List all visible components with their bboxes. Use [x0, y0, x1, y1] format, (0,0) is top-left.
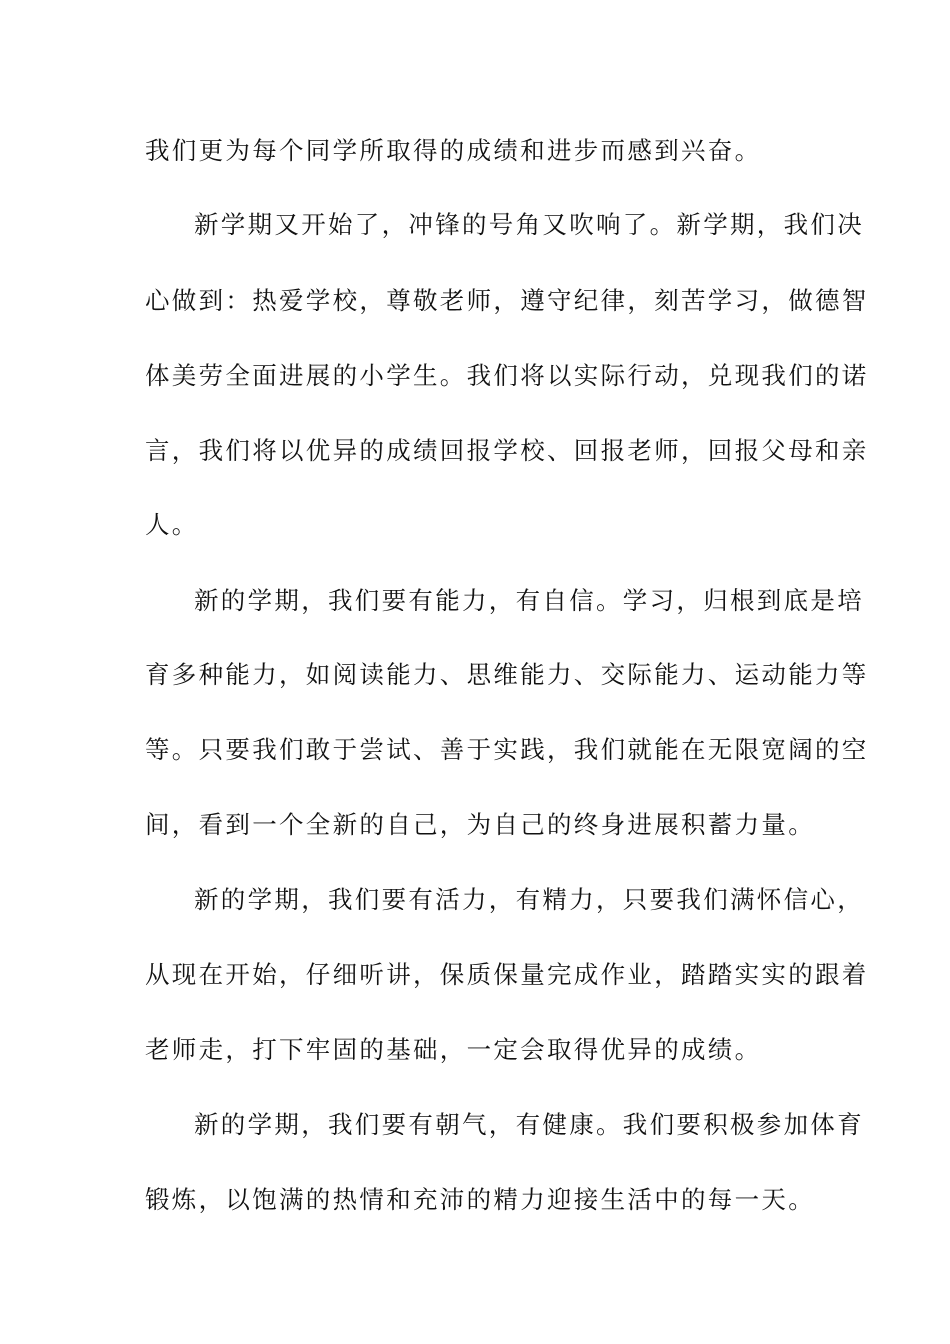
paragraph-line: 锻炼，以饱满的热情和充沛的精力迎接生活中的每一天。	[145, 1185, 815, 1214]
paragraph-line: 新的学期，我们要有朝气，有健康。我们要积极参加体育	[194, 1110, 864, 1139]
paragraph-line: 体美劳全面进展的小学生。我们将以实际行动，兑现我们的诺	[145, 361, 869, 390]
paragraph-line: 我们更为每个同学所取得的成绩和进步而感到兴奋。	[145, 136, 762, 165]
paragraph-line: 从现在开始，仔细听讲，保质保量完成作业，踏踏实实的跟着	[145, 960, 869, 989]
paragraph-line: 育多种能力，如阅读能力、思维能力、交际能力、运动能力等	[145, 660, 869, 689]
paragraph-line: 新的学期，我们要有能力，有自信。学习，归根到底是培	[194, 586, 864, 615]
paragraph-line: 老师走，打下牢固的基础，一定会取得优异的成绩。	[145, 1035, 762, 1064]
paragraph-line: 人。	[145, 510, 199, 539]
paragraph-line: 心做到：热爱学校，尊敬老师，遵守纪律，刻苦学习，做德智	[145, 286, 869, 315]
paragraph-line: 新学期又开始了，冲锋的号角又吹响了。新学期，我们决	[194, 210, 864, 239]
paragraph-line: 言，我们将以优异的成绩回报学校、回报老师，回报父母和亲	[145, 436, 869, 465]
paragraph-line: 新的学期，我们要有活力，有精力，只要我们满怀信心，	[194, 885, 864, 914]
paragraph-line: 等。只要我们敢于尝试、善于实践，我们就能在无限宽阔的空	[145, 735, 869, 764]
paragraph-line: 间，看到一个全新的自己，为自己的终身进展积蓄力量。	[145, 810, 815, 839]
